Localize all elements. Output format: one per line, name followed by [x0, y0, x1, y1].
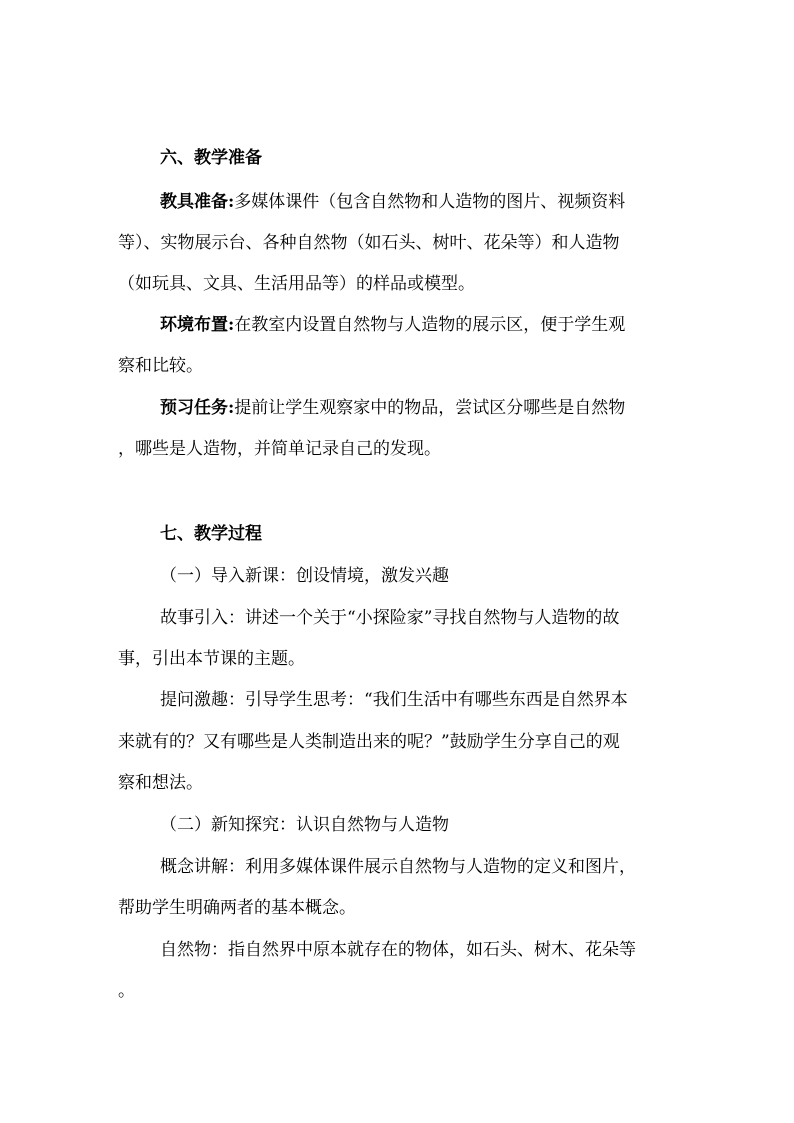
tools-label: 教具准备: — [160, 192, 235, 212]
part-2-title: （二）新知探究：认识自然物与人造物 — [160, 815, 449, 835]
concept-paragraph-line-1: 概念讲解：利用多媒体课件展示自然物与人造物的定义和图片， — [160, 857, 636, 877]
question-paragraph-line-2: 来就有的？又有哪些是人类制造出来的呢？”鼓励学生分享自己的观 — [118, 732, 620, 752]
tools-paragraph-line-3: （如玩具、文具、生活用品等）的样品或模型。 — [118, 274, 475, 294]
question-paragraph-line-1: 提问激趣：引导学生思考：“我们生活中有哪些东西是自然界本 — [160, 690, 628, 710]
tools-paragraph-line-1 — [160, 190, 680, 214]
natural-paragraph-line-2: 。 — [118, 981, 135, 1001]
part-1-title: （一）导入新课：创设情境，激发兴趣 — [160, 566, 449, 586]
environment-paragraph-line-2: 察和比较。 — [118, 356, 203, 376]
section-6-heading: 六、教学准备 — [160, 148, 262, 168]
preview-label: 预习任务: — [160, 398, 235, 418]
preview-paragraph-line-2: ，哪些是人造物，并简单记录自己的发现。 — [118, 439, 441, 459]
story-paragraph-line-2: 事，引出本节课的主题。 — [118, 649, 305, 669]
natural-paragraph-line-1: 自然物：指自然界中原本就存在的物体，如石头、树木、花朵等 — [160, 940, 636, 960]
preview-paragraph-line-1 — [160, 396, 680, 420]
preview-text: 提前让学生观察家中的物品，尝试区分哪些是自然物 — [234, 398, 626, 418]
section-7-heading: 七、教学过程 — [160, 524, 262, 544]
environment-text: 在教室内设置自然物与人造物的展示区，便于学生观 — [234, 315, 626, 335]
concept-paragraph-line-2: 帮助学生明确两者的基本概念。 — [118, 898, 356, 918]
tools-paragraph-line-2: 等）、实物展示台、各种自然物（如石头、树叶、花朵等）和人造物 — [118, 233, 620, 253]
environment-paragraph-line-1 — [160, 313, 680, 337]
environment-label: 环境布置: — [160, 315, 235, 335]
tools-text: 多媒体课件（包含自然物和人造物的图片、视频资料 — [234, 192, 626, 212]
question-paragraph-line-3: 察和想法。 — [118, 773, 203, 793]
story-paragraph-line-1: 故事引入：讲述一个关于“小探险家”寻找自然物与人造物的故 — [160, 608, 620, 628]
